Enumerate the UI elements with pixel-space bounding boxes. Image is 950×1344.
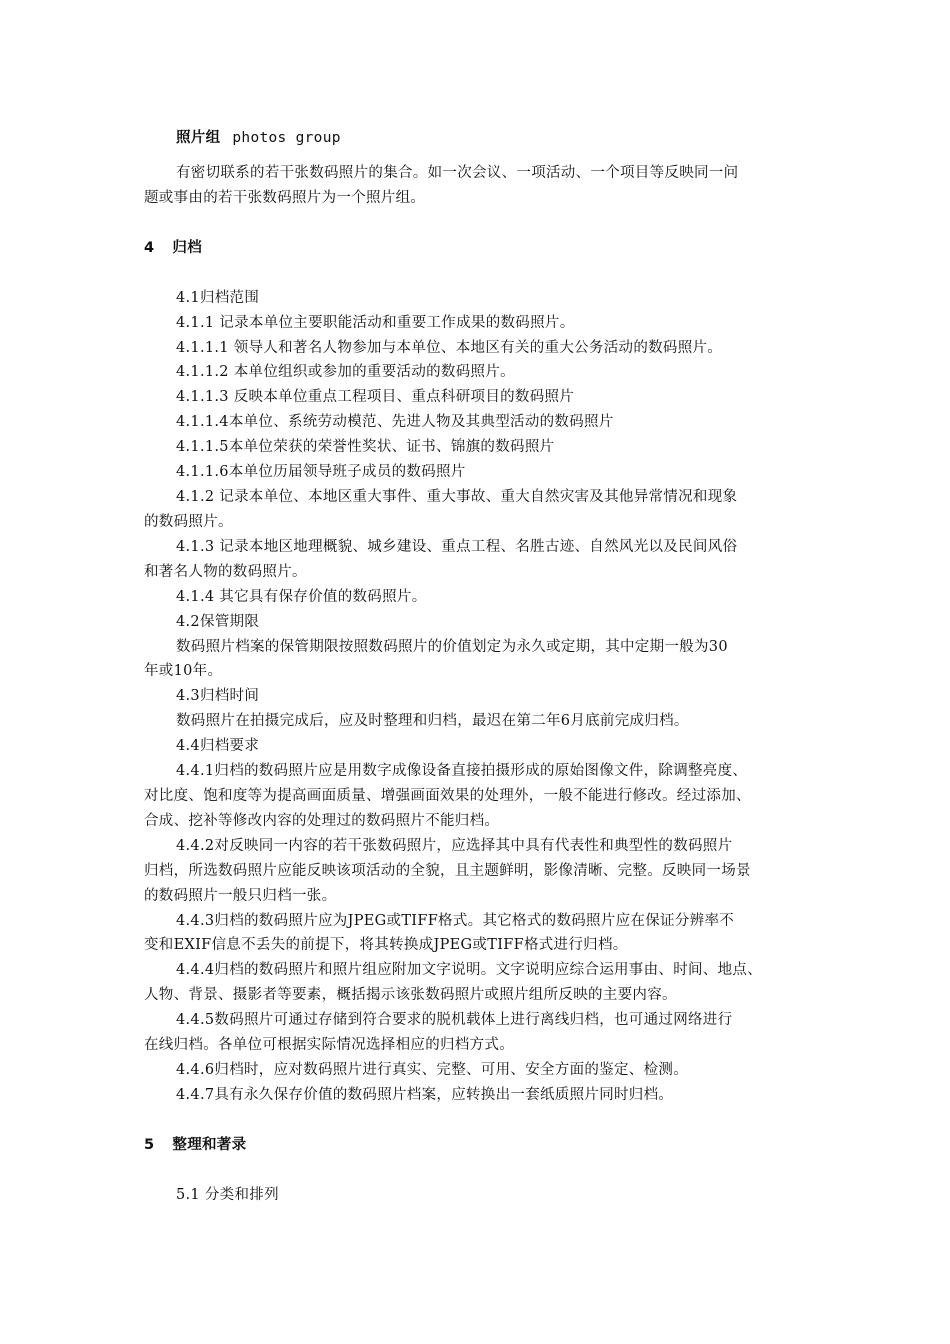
paragraph-line: 和著名人物的数码照片。 bbox=[144, 564, 307, 580]
paragraph-line: 4.1.1.1 领导人和著名人物参加与本单位、本地区有关的重大公务活动的数码照片。 bbox=[176, 340, 723, 356]
paragraph-line: 对比度、饱和度等为提高画面质量、增强画面效果的处理外，一般不能进行修改。经过添加、 bbox=[144, 788, 751, 804]
paragraph-line: 4.1归档范围 bbox=[176, 290, 260, 306]
paragraph-line: 4.4.7具有永久保存价值的数码照片档案，应转换出一套纸质照片同时归档。 bbox=[176, 1087, 674, 1103]
paragraph-line: 4.4.1归档的数码照片应是用数字成像设备直接拍摄形成的原始图像文件，除调整亮度、 bbox=[176, 763, 748, 779]
paragraph-line: 数码照片档案的保管期限按照数码照片的价值划定为永久或定期，其中定期一般为30 bbox=[176, 639, 728, 655]
section-number: 5 bbox=[144, 1137, 155, 1153]
paragraph-line: 4.1.1.2 本单位组织或参加的重要活动的数码照片。 bbox=[176, 364, 515, 380]
paragraph-line: 4.4.4归档的数码照片和照片组应附加文字说明。文字说明应综合运用事由、时间、地点、 bbox=[176, 962, 762, 978]
paragraph-line: 4.2保管期限 bbox=[176, 614, 260, 630]
section-4-heading bbox=[144, 238, 202, 258]
section-title: 整理和著录 bbox=[172, 1137, 247, 1153]
paragraph-line: 4.4.3归档的数码照片应为JPEG或TIFF格式。其它格式的数码照片应在保证分辨率不 bbox=[176, 913, 735, 929]
definition-line: 题或事由的若干张数码照片为一个照片组。 bbox=[144, 190, 426, 206]
paragraph-line: 4.1.1.5本单位荣获的荣誉性奖状、证书、锦旗的数码照片 bbox=[176, 439, 555, 455]
paragraph-line: 4.4.5数码照片可通过存储到符合要求的脱机载体上进行离线归档，也可通过网络进行 bbox=[176, 1012, 733, 1028]
paragraph-line: 4.1.2 记录本单位、本地区重大事件、重大事故、重大自然灾害及其他异常情况和现象 bbox=[176, 489, 738, 505]
term-zh: 照片组 bbox=[176, 130, 221, 146]
term-heading bbox=[176, 128, 341, 148]
paragraph-line: 4.1.1.4本单位、系统劳动模范、先进人物及其典型活动的数码照片 bbox=[176, 414, 614, 430]
term-en: photos group bbox=[232, 130, 341, 146]
paragraph-line: 4.4归档要求 bbox=[176, 738, 260, 754]
paragraph-line: 5.1 分类和排列 bbox=[176, 1187, 279, 1203]
paragraph-line: 年或10年。 bbox=[144, 663, 223, 679]
definition-line: 有密切联系的若干张数码照片的集合。如一次会议、一项活动、一个项目等反映同一问 bbox=[176, 165, 739, 181]
paragraph-line: 变和EXIF信息不丢失的前提下，将其转换成JPEG或TIFF格式进行归档。 bbox=[144, 937, 628, 953]
paragraph-line: 4.1.1.3 反映本单位重点工程项目、重点科研项目的数码照片 bbox=[176, 389, 575, 405]
paragraph-line: 4.3归档时间 bbox=[176, 688, 260, 704]
paragraph-line: 在线归档。各单位可根据实际情况选择相应的归档方式。 bbox=[144, 1037, 514, 1053]
paragraph-line: 归档，所选数码照片应能反映该项活动的全貌，且主题鲜明，影像清晰、完整。反映同一场景 bbox=[144, 863, 751, 879]
paragraph-line: 4.1.3 记录本地区地理概貌、城乡建设、重点工程、名胜古迹、自然风光以及民间风俗 bbox=[176, 539, 738, 555]
section-5-heading bbox=[144, 1135, 246, 1155]
paragraph-line: 合成、挖补等修改内容的处理过的数码照片不能归档。 bbox=[144, 813, 500, 829]
paragraph-line: 4.4.6归档时，应对数码照片进行真实、完整、可用、安全方面的鉴定、检测。 bbox=[176, 1062, 688, 1078]
paragraph-line: 4.4.2对反映同一内容的若干张数码照片，应选择其中具有代表性和典型性的数码照片 bbox=[176, 838, 733, 854]
paragraph-line: 人物、背景、摄影者等要素，概括揭示该张数码照片或照片组所反映的主要内容。 bbox=[144, 987, 677, 1003]
paragraph-line: 4.1.1.6本单位历届领导班子成员的数码照片 bbox=[176, 464, 466, 480]
paragraph-line: 数码照片在拍摄完成后，应及时整理和归档，最迟在第二年6月底前完成归档。 bbox=[176, 713, 689, 729]
paragraph-line: 4.1.1 记录本单位主要职能活动和重要工作成果的数码照片。 bbox=[176, 315, 575, 331]
section-number: 4 bbox=[144, 240, 155, 256]
paragraph-line: 4.1.4 其它具有保存价值的数码照片。 bbox=[176, 589, 427, 605]
section-title: 归档 bbox=[172, 240, 202, 256]
paragraph-line: 的数码照片。 bbox=[144, 514, 233, 530]
paragraph-line: 的数码照片一般只归档一张。 bbox=[144, 888, 337, 904]
